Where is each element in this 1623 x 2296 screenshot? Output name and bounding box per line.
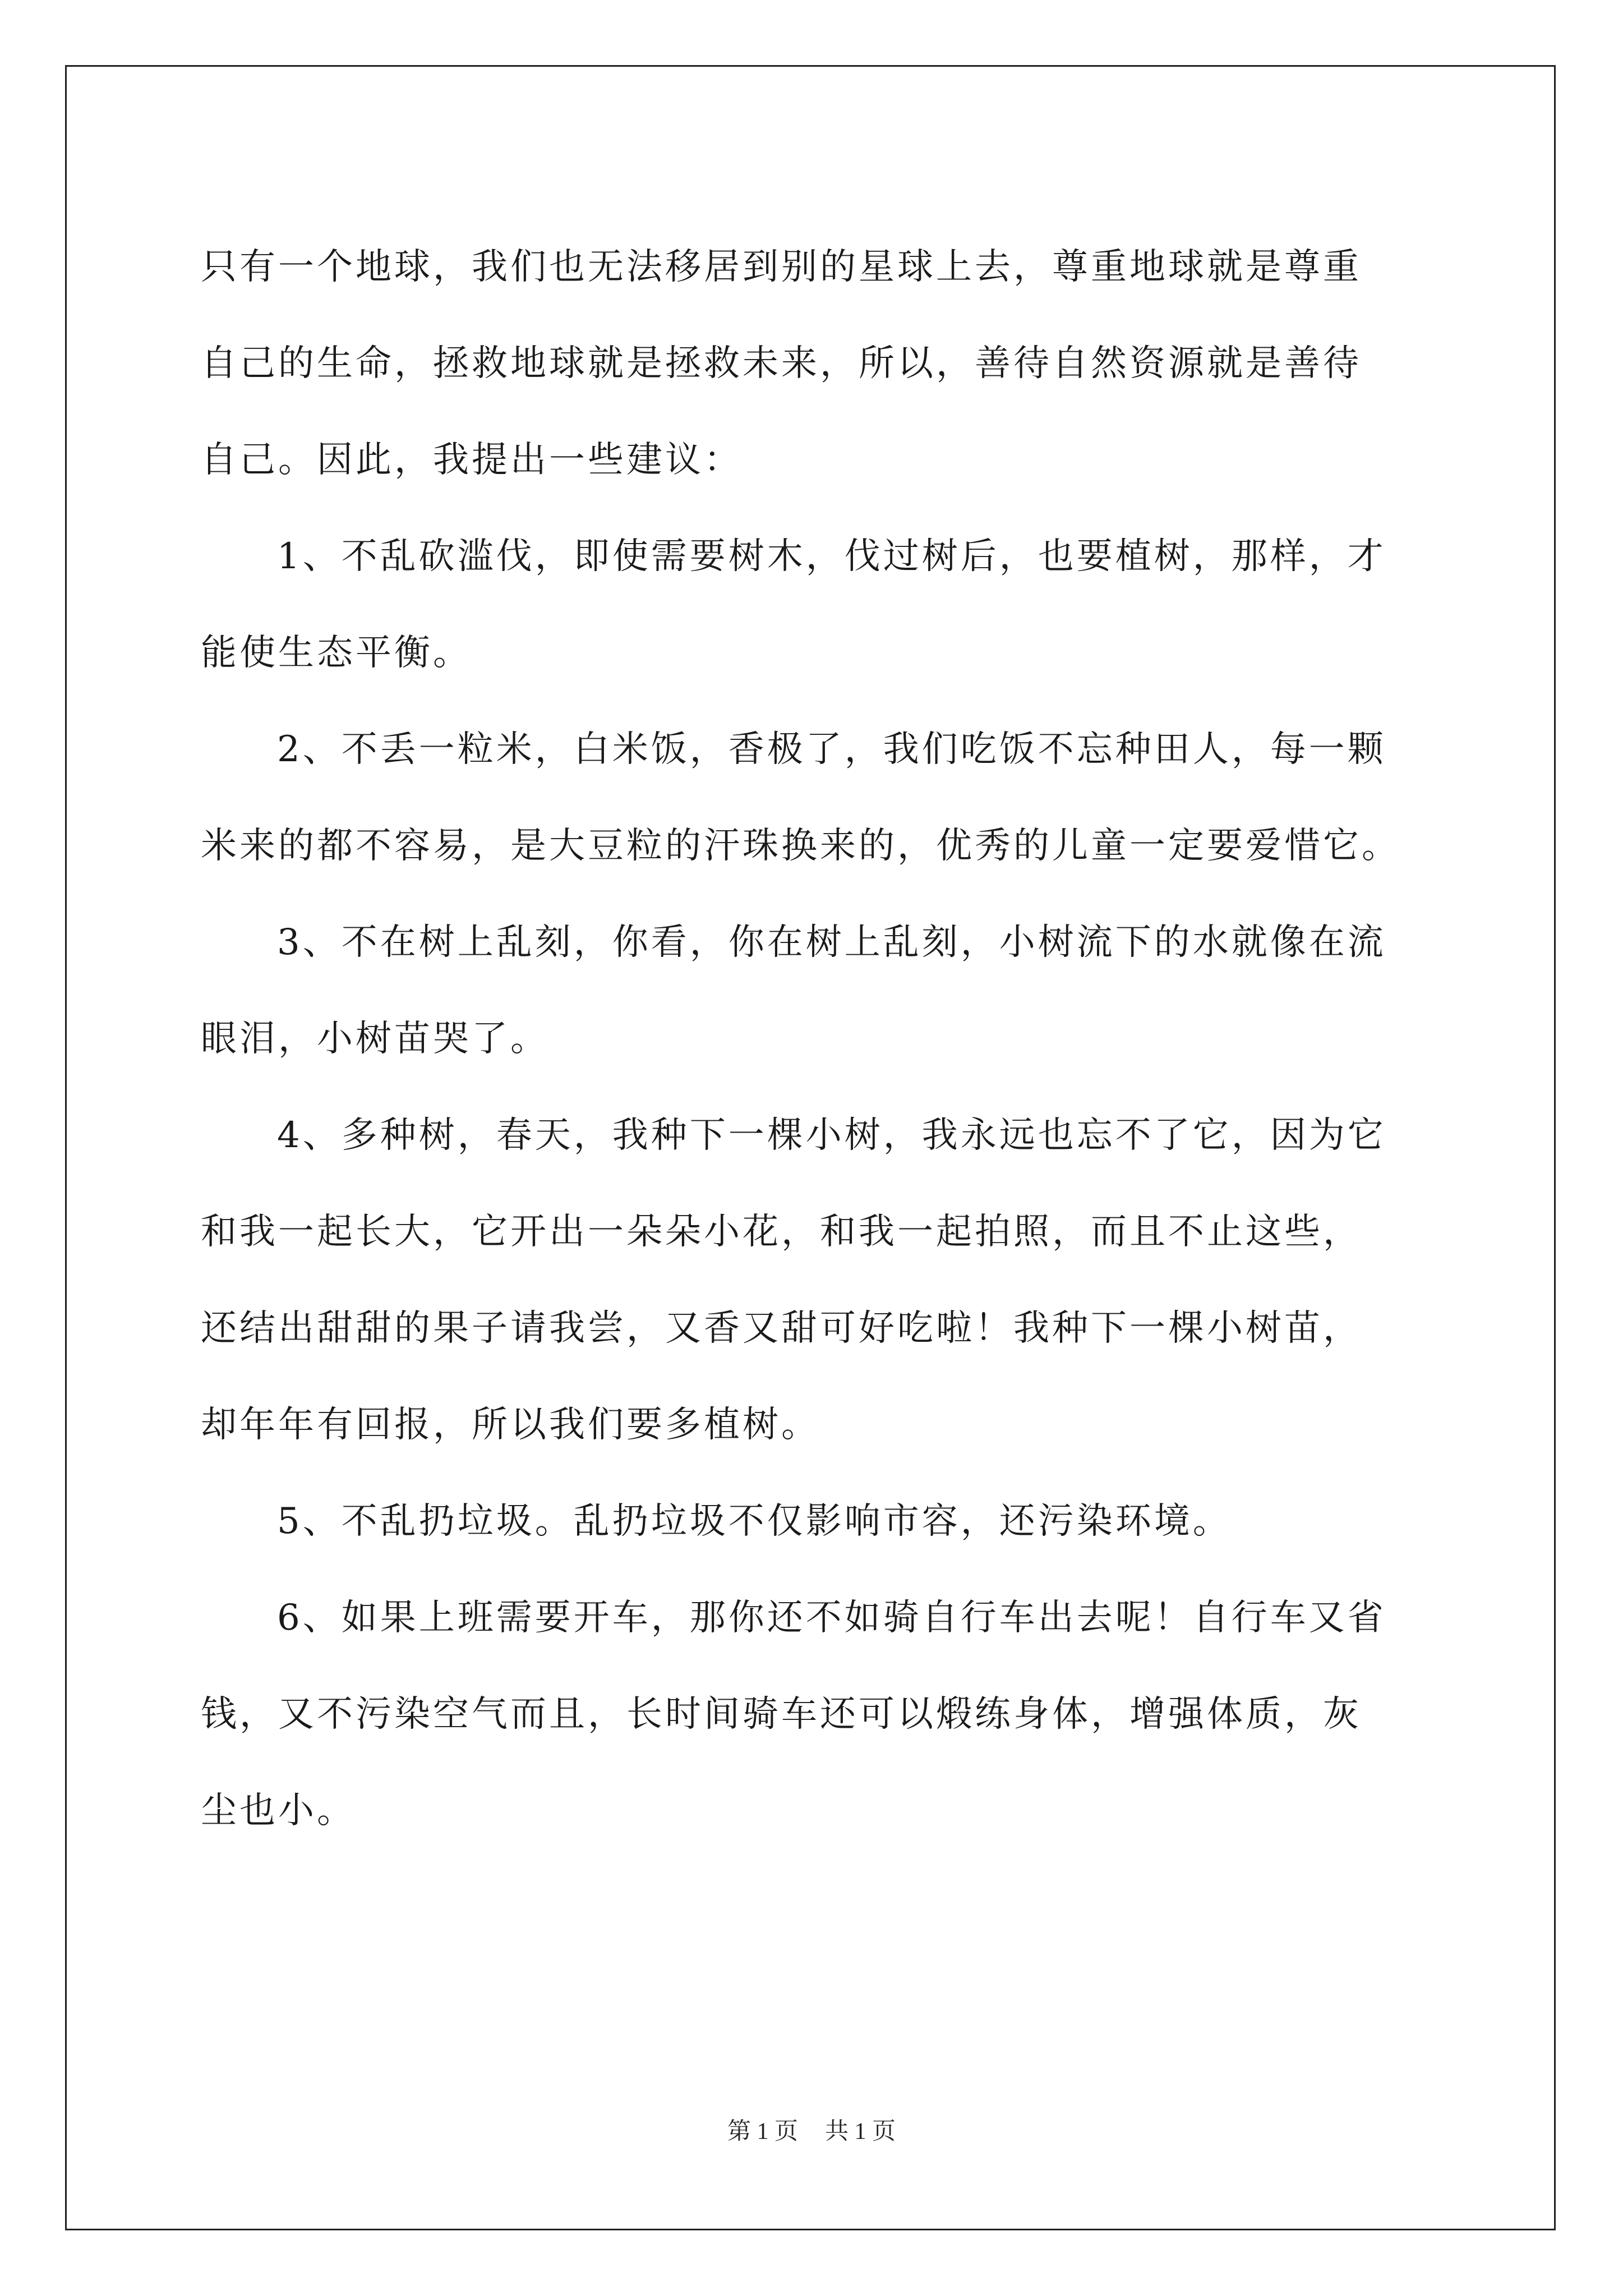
text-line: 还结出甜甜的果子请我尝，又香又甜可好吃啦！我种下一棵小树苗， (201, 1308, 1362, 1349)
text-line: 5、不乱扔垃圾。乱扔垃圾不仅影响市容，还污染环境。 (277, 1501, 1232, 1542)
text-line: 却年年有回报，所以我们要多植树。 (201, 1404, 820, 1446)
text-line: 4、多种树，春天，我种下一棵小树，我永远也忘不了它，因为它 (277, 1115, 1386, 1156)
text-line: 只有一个地球，我们也无法移居到别的星球上去，尊重地球就是尊重 (201, 246, 1362, 288)
text-line: 3、不在树上乱刻，你看，你在树上乱刻，小树流下的水就像在流 (277, 922, 1386, 963)
page-footer (0, 2115, 1623, 2148)
paragraph-suggestion-4 (201, 1087, 1423, 1473)
paragraph-suggestion-6 (201, 1570, 1423, 1859)
paragraph-suggestion-1 (201, 508, 1423, 701)
paragraph-suggestion-2 (201, 701, 1423, 894)
text-line: 能使生态平衡。 (201, 632, 472, 674)
text-line: 眼泪，小树苗哭了。 (201, 1018, 549, 1060)
text-line: 钱，又不污染空气而且，长时间骑车还可以煅练身体，增强体质，灰 (201, 1694, 1362, 1735)
page-number: 第 1 页 (727, 2119, 798, 2145)
text-line: 自己。因此，我提出一些建议： (201, 439, 743, 481)
text-line: 2、不丢一粒米，白米饭，香极了，我们吃饭不忘种田人，每一颗 (277, 729, 1386, 770)
paragraph-intro (201, 219, 1423, 508)
text-line: 1、不乱砍滥伐，即使需要树木，伐过树后，也要植树，那样，才 (277, 536, 1386, 577)
document-body (201, 219, 1423, 1859)
text-line: 6、如果上班需要开车，那你还不如骑自行车出去呢！自行车又省 (277, 1597, 1386, 1639)
paragraph-suggestion-5 (201, 1473, 1423, 1570)
paragraph-suggestion-3 (201, 894, 1423, 1087)
text-line: 尘也小。 (201, 1790, 356, 1832)
text-line: 米来的都不容易，是大豆粒的汗珠换来的，优秀的儿童一定要爱惜它。 (201, 825, 1400, 867)
page-total: 共 1 页 (825, 2119, 896, 2145)
text-line: 自己的生命，拯救地球就是拯救未来，所以，善待自然资源就是善待 (201, 343, 1362, 384)
text-line: 和我一起长大，它开出一朵朵小花，和我一起拍照，而且不止这些， (201, 1211, 1362, 1253)
